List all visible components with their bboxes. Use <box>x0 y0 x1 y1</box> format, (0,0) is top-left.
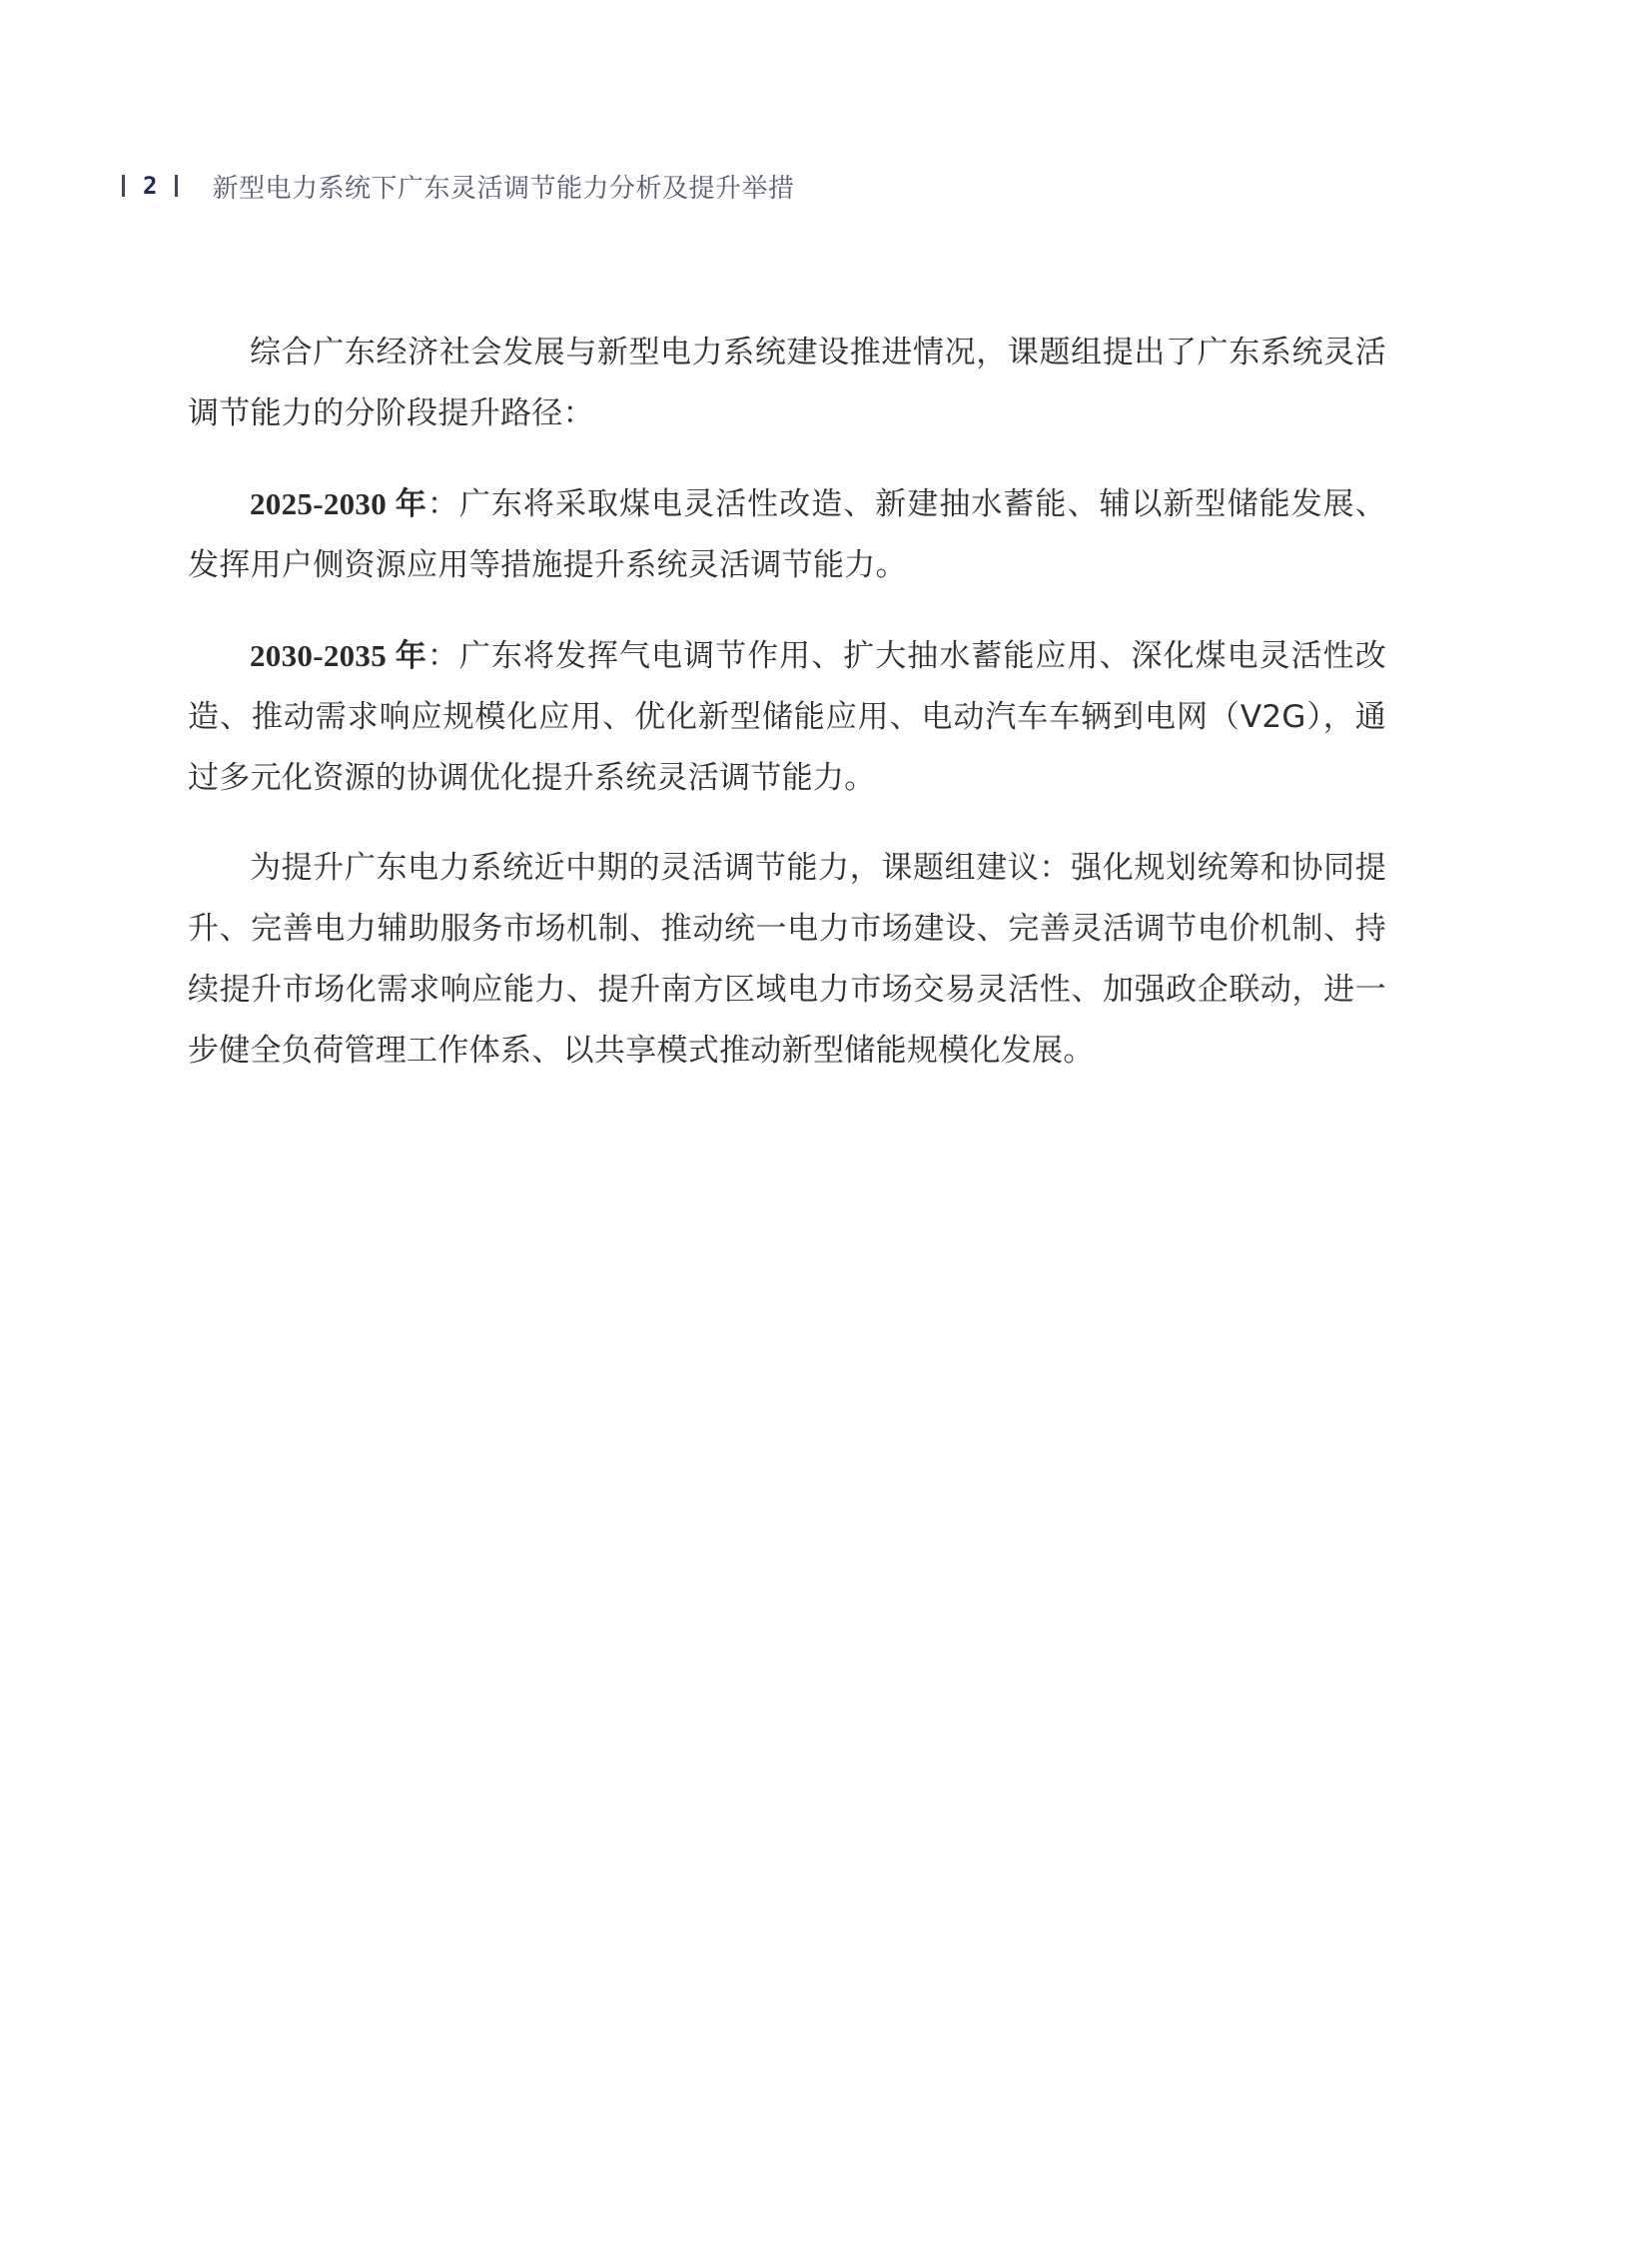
header-divider-left <box>122 175 125 197</box>
intro-text: 综合广东经济社会发展与新型电力系统建设推进情况，课题组提出了广东系统灵活调节能力的分阶段提升路径： <box>188 335 1386 431</box>
phase1-label: 2025-2030 年 <box>250 486 427 521</box>
body-text <box>188 323 1386 1111</box>
phase2-text: ：广东将发挥气电调节作用、扩大抽水蓄能应用、深化煤电灵活性改造、推动需求响应规模化应用、优化新型储能应用、电动汽车车辆到电网（V2G），通过多元化资源的协调优化提升系统灵活调节能力。 <box>188 638 1387 796</box>
recommendation-paragraph <box>188 838 1386 1082</box>
phase1-paragraph <box>188 473 1386 596</box>
running-title: 新型电力系统下广东灵活调节能力分析及提升举措 <box>212 173 795 204</box>
recommendation-text: 为提升广东电力系统近中期的灵活调节能力，课题组建议：强化规划统筹和协同提升、完善电力辅助服务市场机制、推动统一电力市场建设、完善灵活调节电价机制、持续提升市场化需求响应能力、提升南方区域电力市场交易灵活性、加强政企联动，进一步健全负荷管理工作体系、以共享模式推动新型储能规模化发展。 <box>188 850 1386 1069</box>
page-number: 2 <box>143 172 158 200</box>
header-divider-right <box>175 175 178 197</box>
phase2-paragraph <box>188 625 1386 809</box>
intro-paragraph <box>188 323 1386 444</box>
phase1-text: ：广东将采取煤电灵活性改造、新建抽水蓄能、辅以新型储能发展、发挥用户侧资源应用等措施提升系统灵活调节能力。 <box>188 486 1387 583</box>
running-header <box>122 166 794 206</box>
phase2-label: 2030-2035 年 <box>250 638 427 673</box>
